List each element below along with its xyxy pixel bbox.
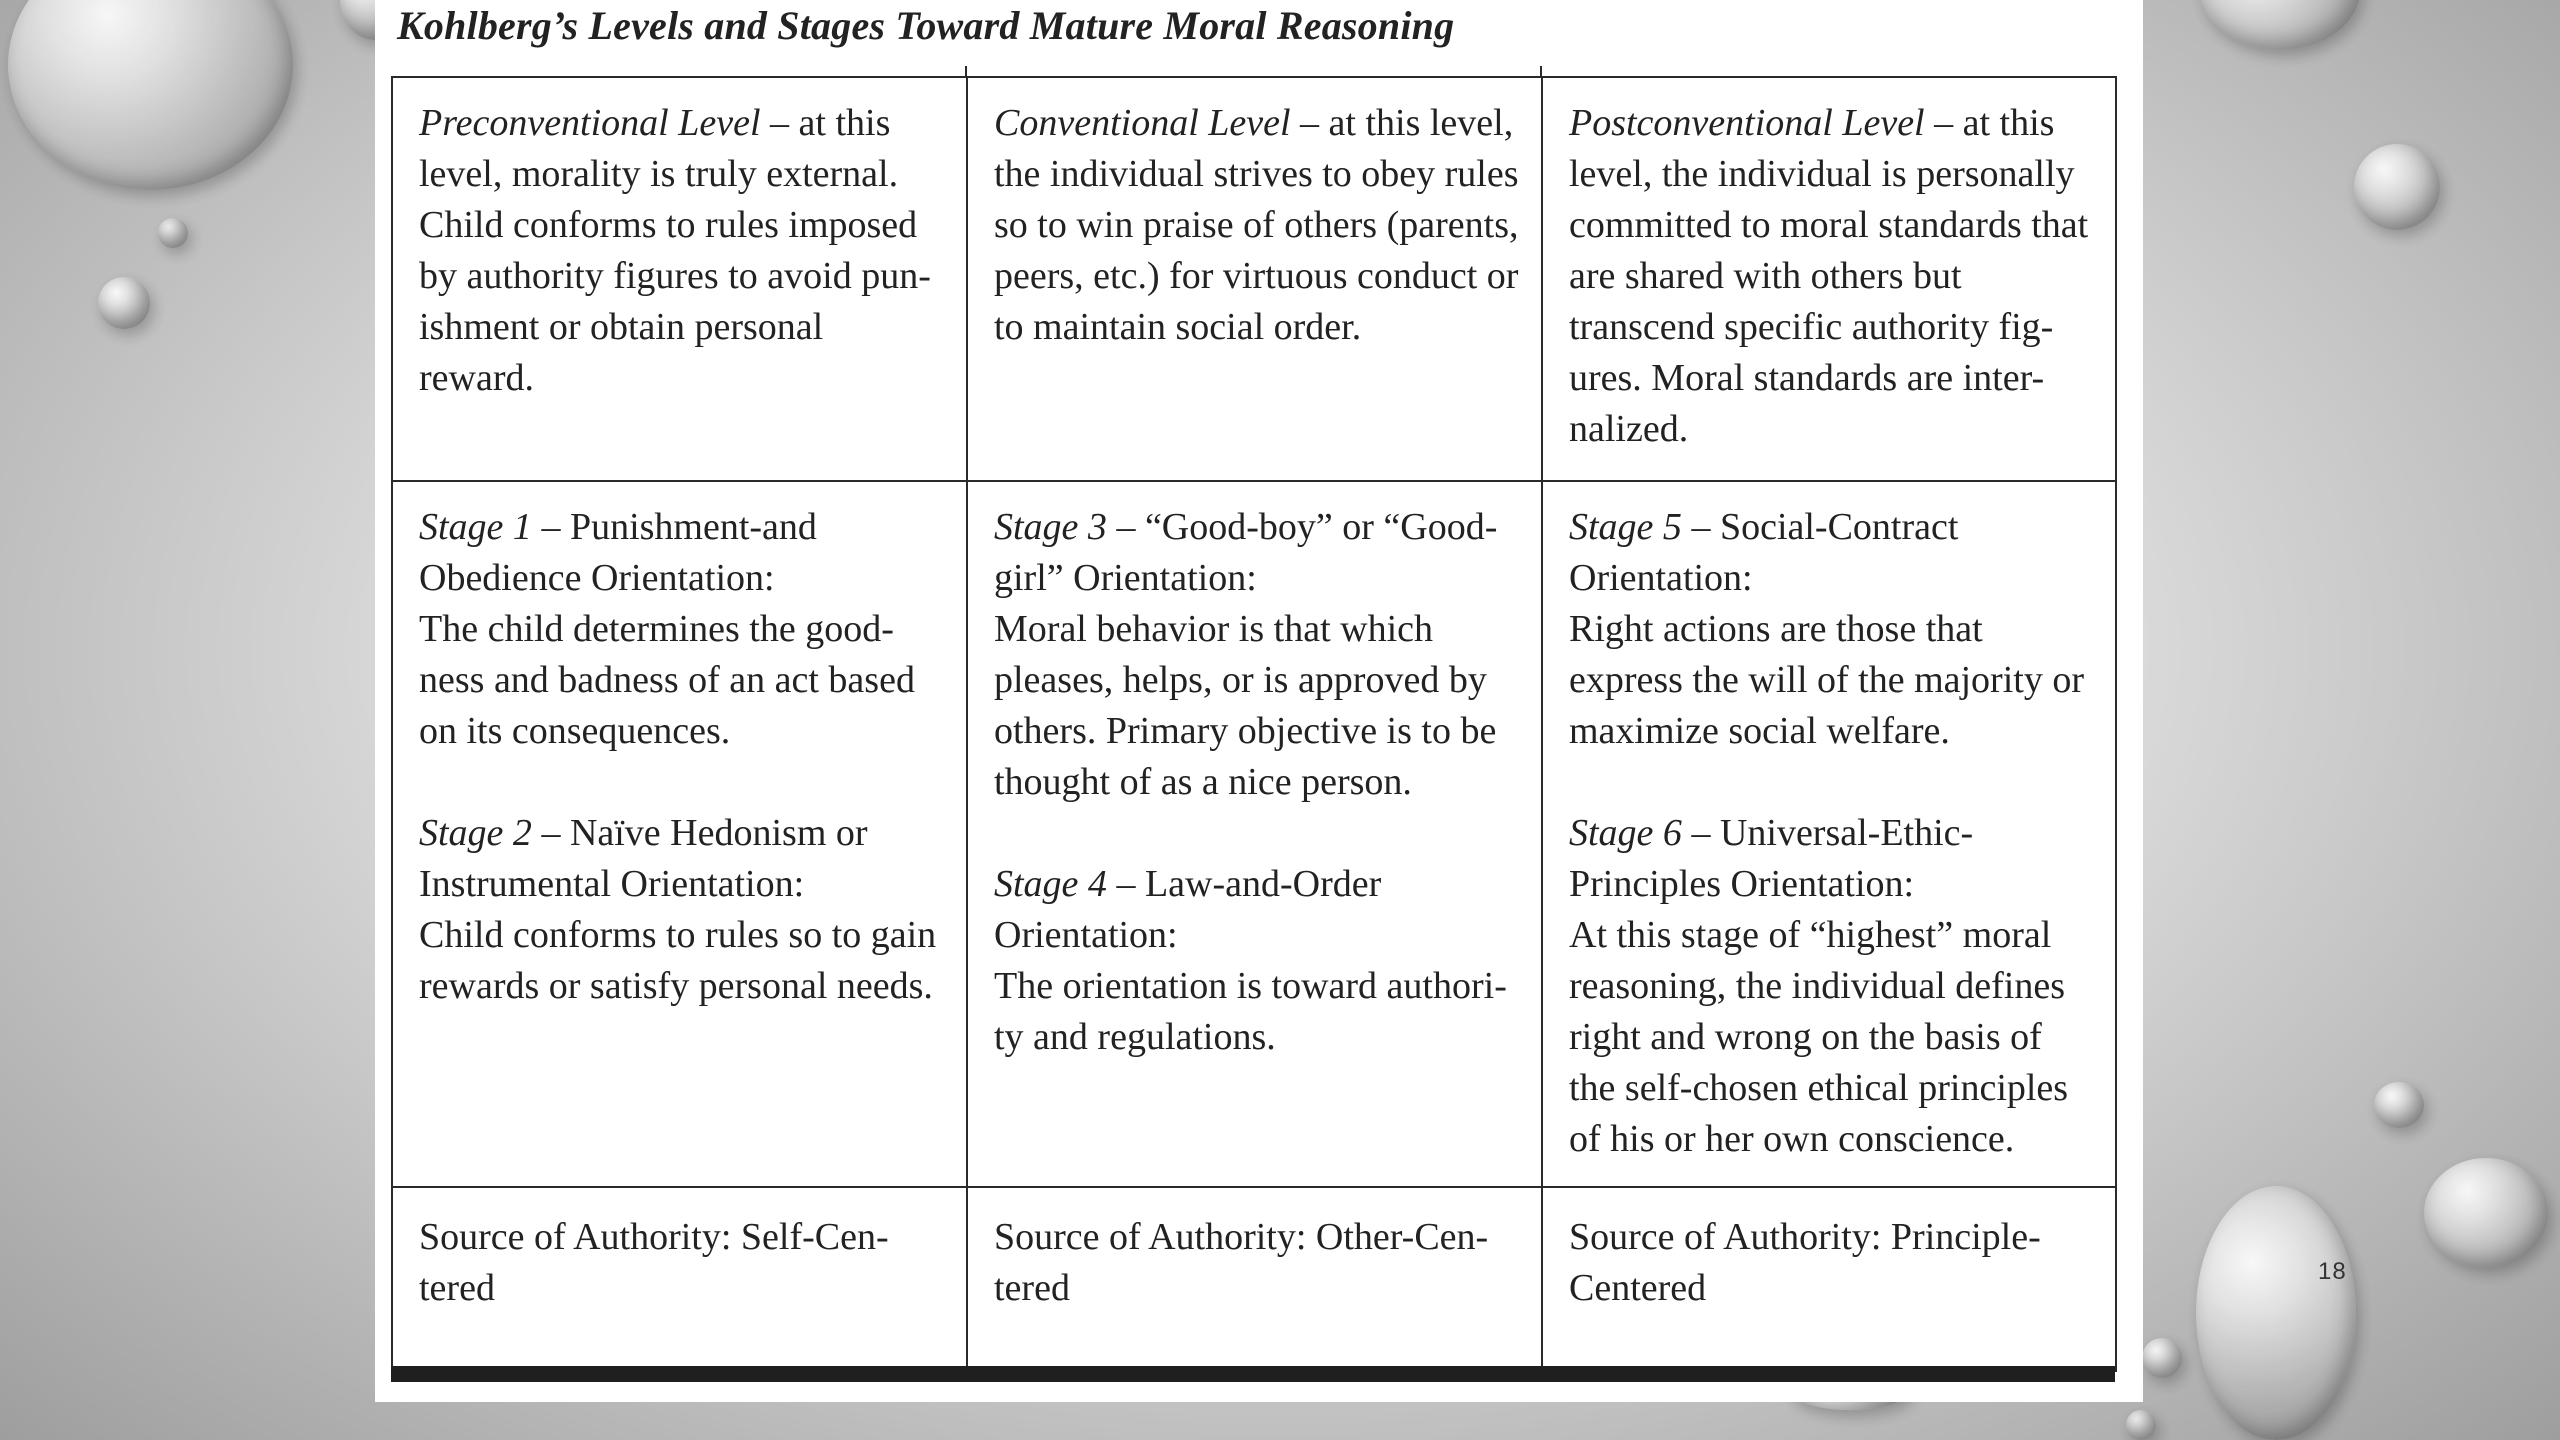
stage-label: Stage 1 bbox=[419, 506, 532, 548]
level-cell-conventional bbox=[967, 77, 1542, 481]
stages-cell-preconventional bbox=[392, 481, 967, 1187]
stage-heading: – Naïve Hedonism or Instrumental Orientation: bbox=[419, 812, 868, 905]
decorative-bubble bbox=[8, 0, 293, 190]
stage-description: The child determines the good-ness and badness of an act based on its consequences. bbox=[419, 608, 915, 752]
stage-description: The orientation is toward authori-ty and regulations. bbox=[994, 965, 1507, 1058]
stage-block bbox=[994, 502, 1521, 808]
level-description: – at this level, the individual strives to obey rules so to win praise of others (parents, peers, etc.) for virtuous conduct or to maintain social order. bbox=[994, 102, 1519, 348]
level-name: Conventional Level bbox=[994, 102, 1291, 144]
stages-cell-postconventional bbox=[1542, 481, 2116, 1187]
stage-block bbox=[1569, 502, 2095, 757]
level-cell-preconventional bbox=[392, 77, 967, 481]
decorative-bubble bbox=[2424, 1158, 2548, 1268]
stage-label: Stage 6 bbox=[1569, 812, 1682, 854]
level-description: – at this level, morality is truly external. Child conforms to rules imposed by authority figures to avoid pun-ishment or obtain personal reward. bbox=[419, 102, 931, 399]
level-name: Postconventional Level bbox=[1569, 102, 1925, 144]
decorative-bubble bbox=[2374, 1082, 2424, 1128]
stage-block bbox=[419, 808, 946, 1012]
stage-heading: – Social-Contract Orientation: bbox=[1569, 506, 1959, 599]
source-cell: Source of Authority: Other-Cen-tered bbox=[967, 1187, 1542, 1371]
stage-label: Stage 4 bbox=[994, 863, 1107, 905]
decorative-bubble bbox=[2126, 1410, 2156, 1440]
table-title: Kohlberg’s Levels and Stages Toward Mature Moral Reasoning bbox=[397, 3, 1455, 48]
stage-description: Moral behavior is that which pleases, helps, or is approved by others. Primary objective is to be thought of as a nice person. bbox=[994, 608, 1497, 803]
stage-heading: – Law-and-Order Orientation: bbox=[994, 863, 1382, 956]
decorative-bubble bbox=[2200, 0, 2360, 50]
stages-row bbox=[392, 481, 2116, 1187]
stage-block bbox=[994, 859, 1521, 1063]
stage-description: Right actions are those that express the will of the majority or maximize social welfare. bbox=[1569, 608, 2084, 752]
source-cell: Source of Authority: Self-Cen-tered bbox=[392, 1187, 967, 1371]
source-cell: Source of Authority: Principle-Centered bbox=[1542, 1187, 2116, 1371]
stage-heading: – Universal-Ethic-Principles Orientation: bbox=[1569, 812, 1974, 905]
level-description: – at this level, the individual is personally committed to moral standards that are shared with others but transcend specific authority fig-ures. Moral standards are inter-nalized. bbox=[1569, 102, 2089, 450]
level-cell-postconventional bbox=[1542, 77, 2116, 481]
stage-label: Stage 5 bbox=[1569, 506, 1682, 548]
stage-label: Stage 2 bbox=[419, 812, 532, 854]
level-name: Preconventional Level bbox=[419, 102, 761, 144]
stage-heading: – “Good-boy” or “Good-girl” Orientation: bbox=[994, 506, 1498, 599]
decorative-bubble bbox=[2354, 144, 2440, 230]
table-bottom-rule bbox=[391, 1366, 2115, 1382]
stages-cell-conventional bbox=[967, 481, 1542, 1187]
source-row bbox=[392, 1187, 2116, 1371]
decorative-bubble bbox=[2196, 1186, 2356, 1440]
stage-block bbox=[1569, 808, 2095, 1165]
decorative-bubble bbox=[158, 218, 188, 248]
stage-label: Stage 3 bbox=[994, 506, 1107, 548]
stage-description: Child conforms to rules so to gain rewards or satisfy personal needs. bbox=[419, 914, 937, 1007]
stage-heading: – Punishment-and Obedience Orientation: bbox=[419, 506, 817, 599]
decorative-bubble bbox=[98, 277, 150, 329]
slide-number: 18 bbox=[2318, 1258, 2347, 1285]
levels-row bbox=[392, 77, 2116, 481]
decorative-bubble bbox=[2142, 1338, 2182, 1378]
kohlberg-stages-table bbox=[391, 76, 2117, 1372]
stage-block bbox=[419, 502, 946, 757]
stage-description: At this stage of “highest” moral reasoning, the individual defines right and wrong on the basis of the self-chosen ethical principles of his or her own conscience. bbox=[1569, 914, 2069, 1160]
document-image bbox=[375, 0, 2143, 1402]
